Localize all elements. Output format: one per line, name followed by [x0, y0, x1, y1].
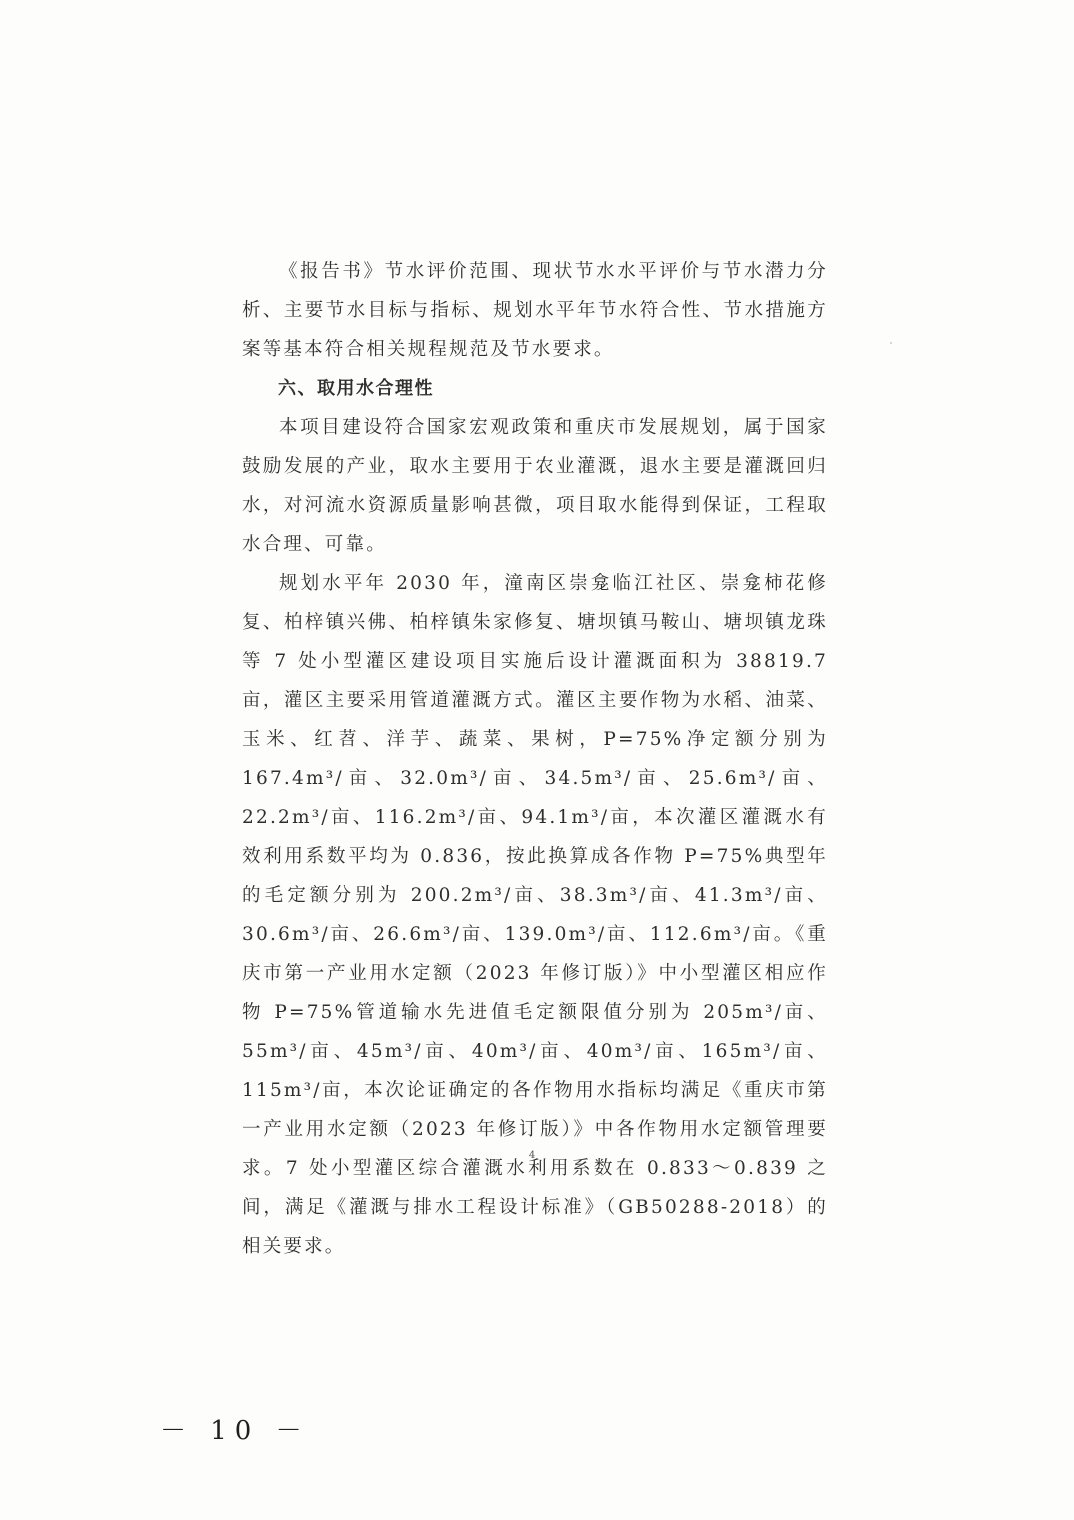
paragraph-water-saving-evaluation: 《报告书》节水评价范围、现状节水水平评价与节水潜力分析、主要节水目标与指标、规划水平年节水符合性、节水措施方案等基本符合相关规程规范及节水要求。 — [242, 261, 828, 360]
section-heading-water-use-rationality: 六、取用水合理性 — [278, 378, 434, 399]
inner-page-number: 4 — [528, 1150, 536, 1161]
paragraph-project-compliance: 本项目建设符合国家宏观政策和重庆市发展规划，属于国家鼓励发展的产业，取水主要用于农业灌溉，退水主要是灌溉回归水，对河流水资源质量影响甚微，项目取水能得到保证，工程取水合理、可靠。 — [242, 417, 828, 555]
scan-speck — [890, 342, 892, 344]
paragraph-irrigation-quotas: 规划水平年 2030 年，潼南区崇龛临江社区、崇龛柿花修复、柏梓镇兴佛、柏梓镇朱家修复、塘坝镇马鞍山、塘坝镇龙珠等 7 处小型灌区建设项目实施后设计灌溉面积为 38819.7 亩，灌区主要采用管道灌溉方式。灌区主要作物为水稻、油菜、玉米、红苕、洋芋、蔬菜、果树，P=75%净定额分别为 167.4m³/亩、32.0m³/亩、34.5m³/亩、25.6m³/亩、22.2m³/亩、116.2m³/亩、94.1m³/亩，本次灌区灌溉水有效利用系数平均为 0.836，按此换算成各作物 P=75%典型年的毛定额分别为 200.2m³/亩、38.3m³/亩、41.3m³/亩、30.6m³/亩、26.6m³/亩、139.0m³/亩、112.6m³/亩。《重庆市第一产业用水定额（2023 年修订版）》中小型灌区相应作物 P=75%管道输水先进值毛定额限值分别为 205m³/亩、55m³/亩、45m³/亩、40m³/亩、40m³/亩、165m³/亩、115m³/亩，本次论证确定的各作物用水指标均满足《重庆市第一产业用水定额（2023 年修订版）》中各作物用水定额管理要求。7 处小型灌区综合灌溉水利用系数在 0.833～0.839 之间，满足《灌溉与排水工程设计标准》（GB50288-2018）的相关要求。 — [242, 573, 828, 1257]
outer-page-number: － 10 － — [160, 1416, 310, 1446]
page-body — [242, 252, 828, 1266]
